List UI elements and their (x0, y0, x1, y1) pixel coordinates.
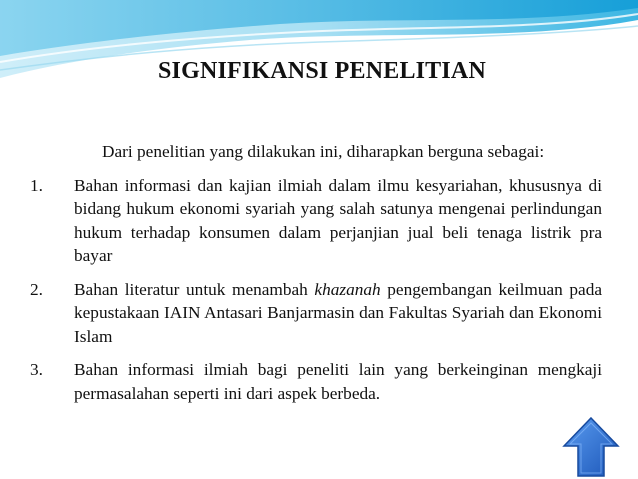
list-item-text-end: pengembangan keilmuan pada kepustakaan IAIN Antasari Banjarmasin dan Fakultas Syariah dan Ekonomi Islam (74, 279, 602, 346)
italic-term: khazanah (314, 279, 381, 299)
list-item (0, 278, 638, 349)
intro-paragraph: Dari penelitian yang dilakukan ini, diharapkan berguna sebagai: (102, 142, 545, 161)
slide-title: SIGNIFIKANSI PENELITIAN (157, 58, 486, 84)
list-item (0, 174, 638, 268)
list-item-text: Bahan informasi dan kajian ilmiah dalam ilmu kesyariahan, khususnya di bidang hukum ekonomi syariah yang salah satunya mengenai perlindungan hukum terhadap konsumen dalam perjanjian jual beli tenaga listrik pra bayar (74, 175, 602, 265)
list-item-number: 3. (30, 360, 43, 379)
significance-list (0, 174, 638, 406)
list-item-text-start: Bahan literatur untuk menambah (74, 279, 315, 299)
list-item (0, 358, 638, 405)
list-item-number: 2. (30, 279, 43, 299)
up-arrow-icon[interactable] (562, 416, 620, 478)
slide-body (0, 140, 638, 415)
list-item-number: 1. (30, 175, 43, 195)
list-item-text: Bahan informasi ilmiah bagi peneliti lain yang berkeinginan mengkaji permasalahan seperti ini dari aspek berbeda. (74, 360, 602, 403)
list-item-text (74, 278, 602, 349)
